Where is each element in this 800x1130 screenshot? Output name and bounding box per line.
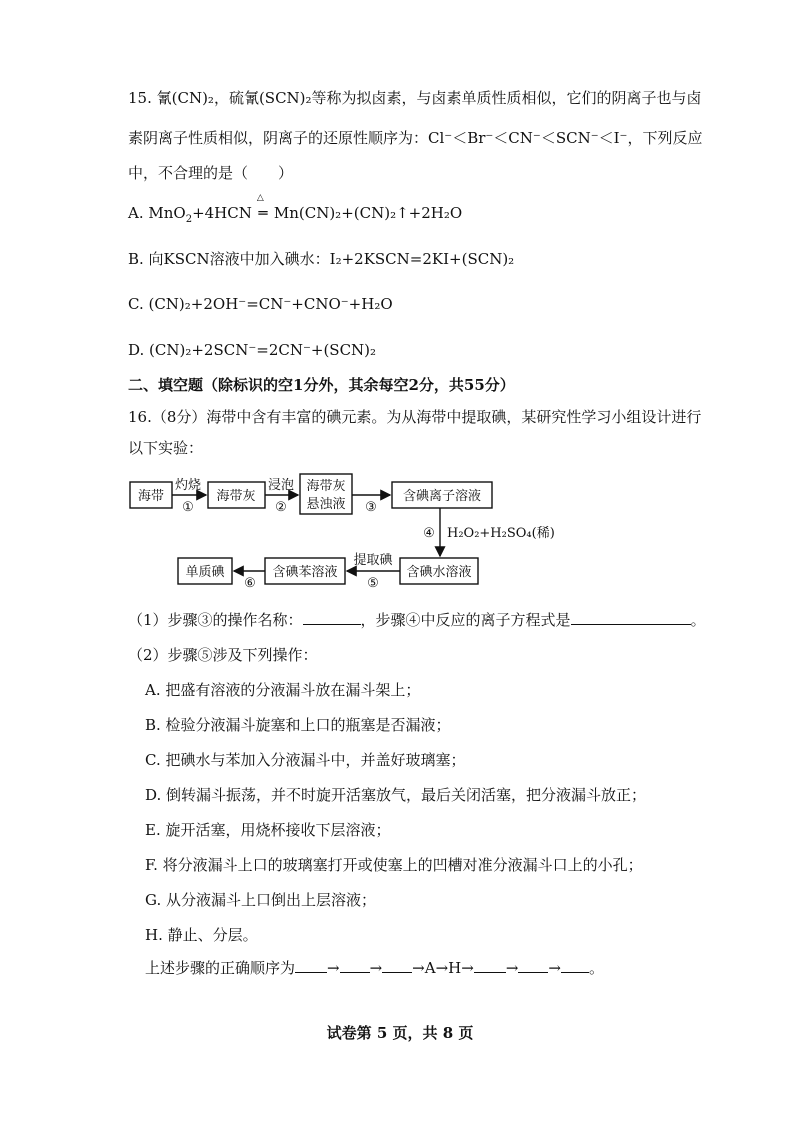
extraction-flow-diagram — [0, 468, 800, 598]
q15-option-a — [128, 193, 463, 226]
q15-option-b: B. 向KSCN溶液中加入碘水：I₂+2KSCN=2KI+(SCN)₂ — [128, 250, 515, 268]
q15-option-a-mid: +4HCN — [192, 204, 252, 222]
q16-line1: 16.（8分）海带中含有丰富的碘元素。为从海带中提取碘，某研究性学习小组设计进行 — [128, 408, 702, 426]
flow-box-ash-label: 海带灰 — [306, 479, 346, 494]
q15-option-c: C. (CN)₂+2OH⁻=CN⁻+CNO⁻+H₂O — [128, 295, 393, 313]
heat-equals-mark: △ ═ — [256, 193, 268, 222]
q16-op-b: B. 检验分液漏斗旋塞和上口的瓶塞是否漏液； — [145, 716, 451, 734]
heat-triangle-icon: △ — [256, 193, 264, 203]
order-blank-4[interactable] — [474, 958, 506, 973]
flow-step-1: ① — [182, 500, 194, 515]
order-blank-3[interactable] — [382, 958, 412, 973]
q15-line2: 素阴离子性质相似，阴离子的还原性顺序为：Cl⁻＜Br⁻＜CN⁻＜SCN⁻＜I⁻，下列反应 — [128, 129, 703, 147]
order-arrow-6: → — [505, 959, 519, 977]
flow-step-6: ⑥ — [244, 576, 256, 591]
flow-box-iodine-benzene-label: 含碘苯溶液 — [272, 565, 338, 580]
q16-sub1-text-b: ，步骤④中反应的离子方程式是 — [360, 611, 571, 629]
order-arrow-3: → — [412, 959, 425, 977]
q16-line2: 以下实验： — [128, 439, 204, 457]
order-arrow-1: → — [327, 959, 340, 977]
flow-box-iodine-water-label: 含碘水溶液 — [406, 565, 472, 580]
order-blank-1[interactable] — [295, 958, 327, 973]
q15-option-a-sub: 2 — [185, 214, 193, 225]
flow-step-2: ② — [275, 500, 287, 515]
q16-op-h: H. 静止、分层。 — [145, 926, 258, 944]
flow-label-extract: 提取碘 — [353, 553, 393, 568]
q16-op-g: G. 从分液漏斗上口倒出上层溶液； — [145, 891, 376, 909]
flow-box-iodide-solution-label: 含碘离子溶液 — [402, 489, 482, 504]
flow-step-3: ③ — [365, 500, 377, 515]
q16-op-f: F. 将分液漏斗上口的玻璃塞打开或使塞上的凹槽对准分液漏斗口上的小孔； — [145, 856, 643, 874]
q16-sub1-text-a: （1）步骤③的操作名称： — [128, 611, 303, 629]
order-fixed-a: A — [424, 959, 436, 977]
flow-step-5: ⑤ — [367, 576, 379, 591]
order-arrow-4: → — [435, 959, 449, 977]
flow-box-seaweed-label: 海带 — [137, 489, 165, 504]
q15-line1: 15. 氰(CN)₂，硫氰(SCN)₂等称为拟卤素，与卤素单质性质相似，它们的阴离子也与卤 — [128, 89, 702, 107]
flow-label-reagents: H₂O₂+H₂SO₄(稀) — [447, 526, 555, 541]
order-blank-2[interactable] — [340, 958, 370, 973]
q16-sub2: （2）步骤⑤涉及下列操作： — [128, 646, 318, 664]
flow-step-4: ④ — [423, 526, 435, 541]
flow-box-seaweed-ash-label: 海带灰 — [216, 489, 256, 504]
page-footer: 试卷第 5 页，共 8 页 — [326, 1024, 474, 1042]
q16-op-a: A. 把盛有溶液的分液漏斗放在漏斗架上； — [145, 681, 421, 699]
q16-op-c: C. 把碘水与苯加入分液漏斗中，并盖好玻璃塞； — [145, 751, 466, 769]
flow-label-soak: 浸泡 — [267, 478, 295, 493]
order-period: 。 — [589, 959, 605, 977]
order-fixed-h: H — [448, 959, 462, 977]
q16-sub1-text-c: 。 — [690, 611, 706, 629]
section2-heading: 二、填空题（除标识的空1分外，其余每空2分，共55分） — [128, 376, 515, 394]
order-blank-5[interactable] — [518, 958, 548, 973]
order-arrow-5: → — [461, 959, 474, 977]
q16-order-prefix: 上述步骤的正确顺序为 — [145, 959, 296, 977]
q15-option-a-prefix: A. MnO — [128, 204, 186, 222]
flow-label-burn: 灼烧 — [174, 478, 202, 493]
q15-option-d: D. (CN)₂+2SCN⁻=2CN⁻+(SCN)₂ — [128, 341, 377, 359]
q15-option-a-rest: Mn(CN)₂+(CN)₂↑+2H₂O — [273, 204, 463, 222]
order-arrow-2: → — [369, 959, 383, 977]
order-arrow-7: → — [548, 959, 561, 977]
flow-box-suspension-label: 悬浊液 — [306, 497, 346, 512]
q16-op-d: D. 倒转漏斗振荡，并不时旋开活塞放气，最后关闭活塞，把分液漏斗放正； — [145, 786, 647, 804]
q16-sub1-blank-2[interactable] — [571, 610, 691, 625]
q16-op-e: E. 旋开活塞，用烧杯接收下层溶液； — [145, 821, 391, 839]
flow-box-elemental-iodine-label: 单质碘 — [185, 565, 225, 580]
q16-sub1-blank-1[interactable] — [303, 610, 361, 625]
order-blank-6[interactable] — [561, 958, 589, 973]
q16-sub1 — [128, 610, 706, 630]
q16-order-line — [145, 958, 604, 978]
q15-line3: 中，不合理的是（ ） — [128, 164, 294, 182]
